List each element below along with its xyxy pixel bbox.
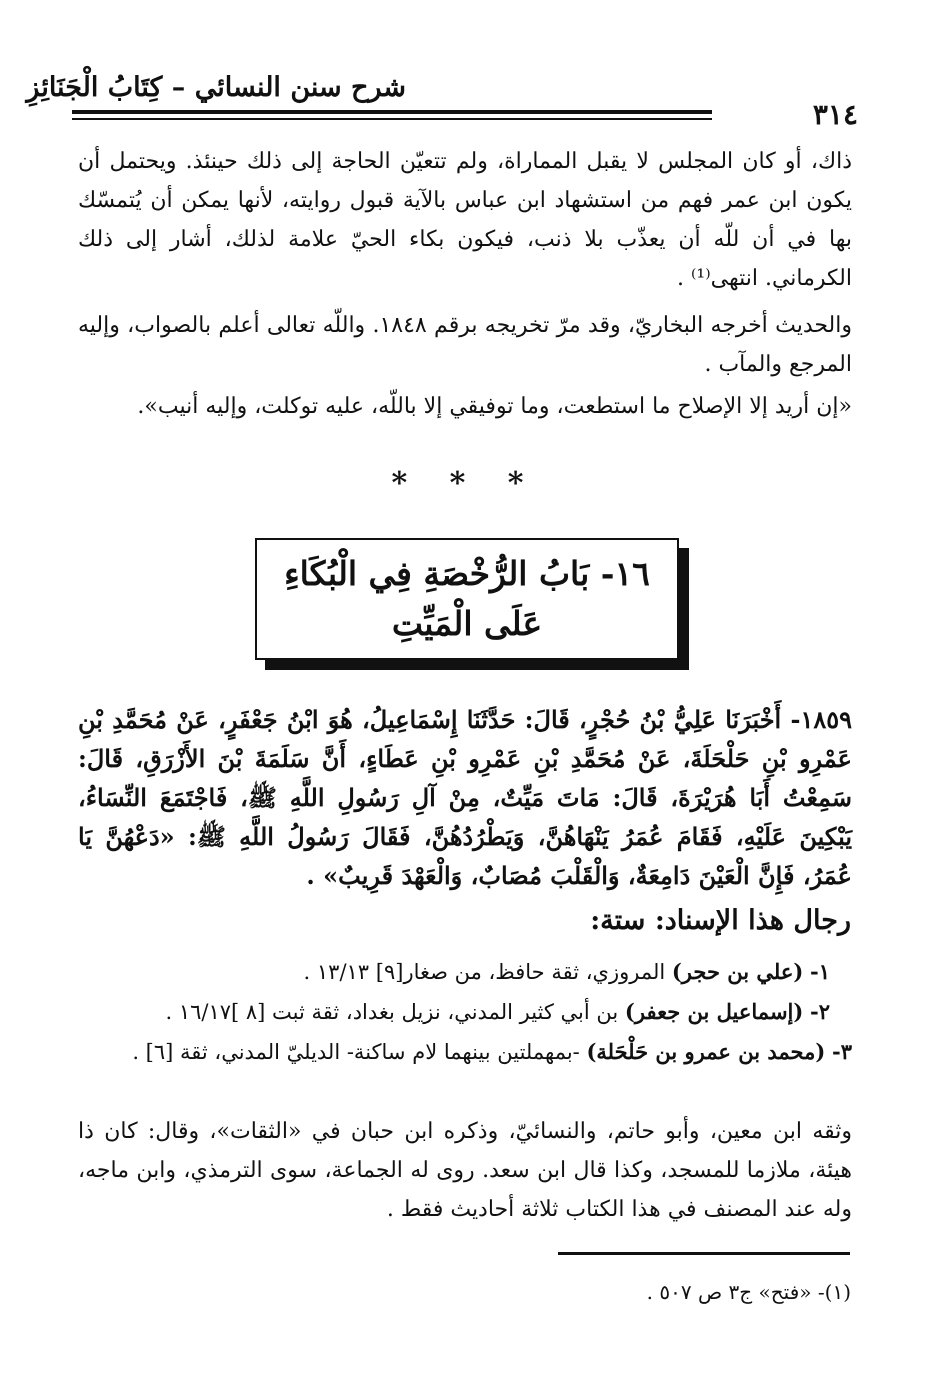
narrator-number: ٣- bbox=[832, 1039, 852, 1064]
running-title: شرح سنن النسائي – كِتَابُ الْجَنَائِزِ bbox=[26, 72, 406, 103]
narrator-name: (علي بن حجر) bbox=[671, 959, 804, 984]
narrator-details: بن أبي كثير المدني، نزيل بغداد، ثقة ثبت [٨ ]١٦/١٧ . bbox=[165, 1000, 625, 1024]
footnote-divider bbox=[558, 1252, 850, 1255]
narrator-number: ٢- bbox=[810, 999, 830, 1024]
page-header bbox=[26, 68, 858, 131]
narrator-name: (إسماعيل بن جعفر) bbox=[624, 999, 804, 1024]
narrator-details: المروزي، ثقة حافظ، من صغار[٩] ١٣/١٣ . bbox=[303, 960, 672, 984]
section-separator: * * * bbox=[391, 466, 540, 501]
narrator-item bbox=[78, 1032, 852, 1072]
narrator-item bbox=[78, 992, 852, 1032]
narrator-item bbox=[78, 952, 852, 992]
narrator-number: ١- bbox=[810, 959, 830, 984]
chapter-title-box bbox=[255, 538, 679, 660]
narrator-name: (محمد بن عمرو بن حَلْحَلة) bbox=[586, 1039, 826, 1064]
footnote: (١)- «فتح» ج٣ ص ٥٠٧ . bbox=[646, 1280, 851, 1304]
page-number: ٣١٤ bbox=[812, 98, 858, 131]
header-rule-thin bbox=[72, 118, 712, 120]
narrator-list bbox=[78, 952, 852, 1072]
chapter-title: ١٦- بَابُ الرُّخْصَةِ فِي الْبُكَاءِ عَلَى الْمَيِّتِ bbox=[284, 554, 650, 643]
paragraph-closing-dua: «إن أريد إلا الإصلاح ما استطعت، وما توفيقي إلا باللّه، عليه توكلت، وإليه أنيب». bbox=[137, 394, 852, 419]
header-rule-thick bbox=[72, 110, 712, 114]
section-heading: رجال هذا الإسناد: ستة: bbox=[590, 905, 851, 936]
paragraph-takhrij: والحديث أخرجه البخاريّ، وقد مرّ تخريجه برقم ١٨٤٨. واللّه تعالى أعلم بالصواب، وإليه المرجع والمآب . bbox=[78, 313, 853, 377]
paragraph-commentary: ذاك، أو كان المجلس لا يقبل المماراة، ولم تتعيّن الحاجة إلى ذلك حينئذ. ويحتمل أن يكون ابن عمر فهم من استشهاد ابن عباس بالآية قبول روايته، لأنها يمكن أن يُتمسّك بها في أن للّه أن يعذّب بلا ذنب، فيكون بكاء الحيّ علامة لذلك، أشار إلى ذلك الكرماني. انتهى⁽¹⁾ . bbox=[78, 149, 852, 291]
hadith-text: ١٨٥٩- أَخْبَرَنَا عَلِيُّ بْنُ حُجْرٍ، قَالَ: حَدَّثَنَا إِسْمَاعِيلُ، هُوَ ابْنُ جَعْفَرٍ، عَنْ مُحَمَّدِ بْنِ عَمْرِو بْنِ حَلْحَلَةَ، عَنْ مُحَمَّدِ بْنِ عَمْرِو بْنِ عَطَاءٍ، أَنَّ سَلَمَةَ بْنَ الأَزْرَقِ، قَالَ: سَمِعْتُ أَبَا هُرَيْرَةَ، قَالَ: مَاتَ مَيِّتٌ، مِنْ آلِ رَسُولِ اللَّهِ ﷺ، فَاجْتَمَعَ النِّسَاءُ، يَبْكِينَ عَلَيْهِ، فَقَامَ عُمَرُ يَنْهَاهُنَّ، وَيَطْرُدُهُنَّ، فَقَالَ رَسُولُ اللَّهِ ﷺ: «دَعْهُنَّ يَا عُمَرُ، فَإِنَّ الْعَيْنَ دَامِعَةٌ، وَالْقَلْبَ مُصَابٌ، وَالْعَهْدَ قَرِيبٌ» . bbox=[78, 705, 852, 890]
narrator-details: -بمهملتين بينهما لام ساكنة- الديليّ المدني، ثقة [٦] . bbox=[132, 1040, 587, 1064]
paragraph-narrator-notes: وثقه ابن معين، وأبو حاتم، والنسائيّ، وذكره ابن حبان في «الثقات»، وقال: كان ذا هيئة، ملازما للمسجد، وكذا قال ابن سعد. روى له الجماعة، سوى الترمذي، وابن ماجه، وله عند المصنف في هذا الكتاب ثلاثة أحاديث فقط . bbox=[78, 1119, 852, 1222]
